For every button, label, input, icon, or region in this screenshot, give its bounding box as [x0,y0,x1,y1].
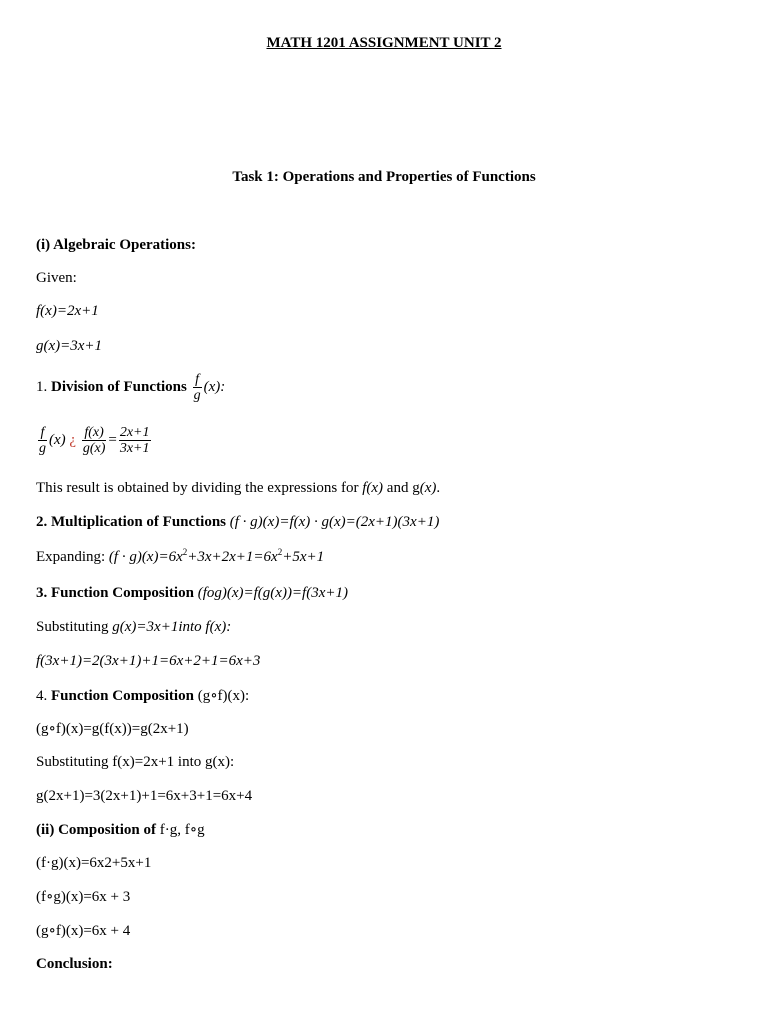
item2-bold: 2. Multiplication of Functions [36,514,227,530]
item1-bold: Division of Functions [51,378,187,395]
given-label: Given: [36,270,77,286]
stray-character: ¿ [69,431,77,448]
item1-heading [36,372,225,403]
composition-f-of-g: (f∘g)(x)=6x + 3 [36,889,131,905]
result-right-fraction: $\frac{2x+1}{3x+1}$ [119,425,150,456]
composition-fg: (f·g)(x)=6x2+5x+1 [36,855,152,871]
item4-line-2: Substituting f(x)=2x+1 into g(x): [36,754,235,770]
item3-line [36,584,348,602]
item2-line [36,513,439,531]
result-mid-fraction: $\frac{f(x)}{g(x)}$ [82,425,106,456]
g-definition: g(x)=3x+1 [36,338,103,354]
item3-bold: 3. Function Composition [36,585,194,601]
item4-line-1: (g∘f)(x)=g(f(x))=g(2x+1) [36,721,189,737]
item3-expression: (fog)(x)=f(g(x))=f(3x+1) [197,585,348,601]
f-definition: f(x)=2x+1 [36,303,99,319]
item1-after: (x): [203,378,226,395]
item1-note: This result is obtained by dividing the expressions for f(x) and g(x). [36,480,441,496]
item2-expression: (f · g)(x)=f(x) · g(x)=(2x+1)(3x+1) [229,514,440,530]
item1-fraction: $\frac{f}{g}$ [193,372,201,403]
section-ii-heading: (ii) Composition of f·g, f∘g [36,822,205,838]
item4-line-3: g(2x+1)=3(2x+1)+1=6x+3+1=6x+4 [36,788,253,804]
conclusion-heading: Conclusion: [36,956,113,972]
document-title: MATH 1201 ASSIGNMENT UNIT 2 [266,35,502,51]
substituting-line-1: Substituting g(x)=3x+1into f(x): [36,619,232,635]
item1-number: 1. [36,378,48,395]
substitution-result-1: f(3x+1)=2(3x+1)+1=6x+2+1=6x+3 [36,653,261,669]
task-heading: Task 1: Operations and Properties of Functions [232,169,536,185]
item1-result: $\frac{f}{g}$ (x) ¿ $\frac{f(x)}{g(x)}$ = $\frac{2x+1}{3x+1}$ [39,425,150,456]
composition-g-of-f: (g∘f)(x)=6x + 4 [36,923,131,939]
section-i-heading: (i) Algebraic Operations: [36,237,196,253]
item4-heading: 4. Function Composition (g∘f)(x): [36,688,250,704]
expanding-line: Expanding: $(f \cdot g)(x)=6x^2+3x+2x+1=6x^2+5x+1$ [36,547,325,565]
result-left-fraction: $\frac{f}{g}$ [39,425,46,456]
